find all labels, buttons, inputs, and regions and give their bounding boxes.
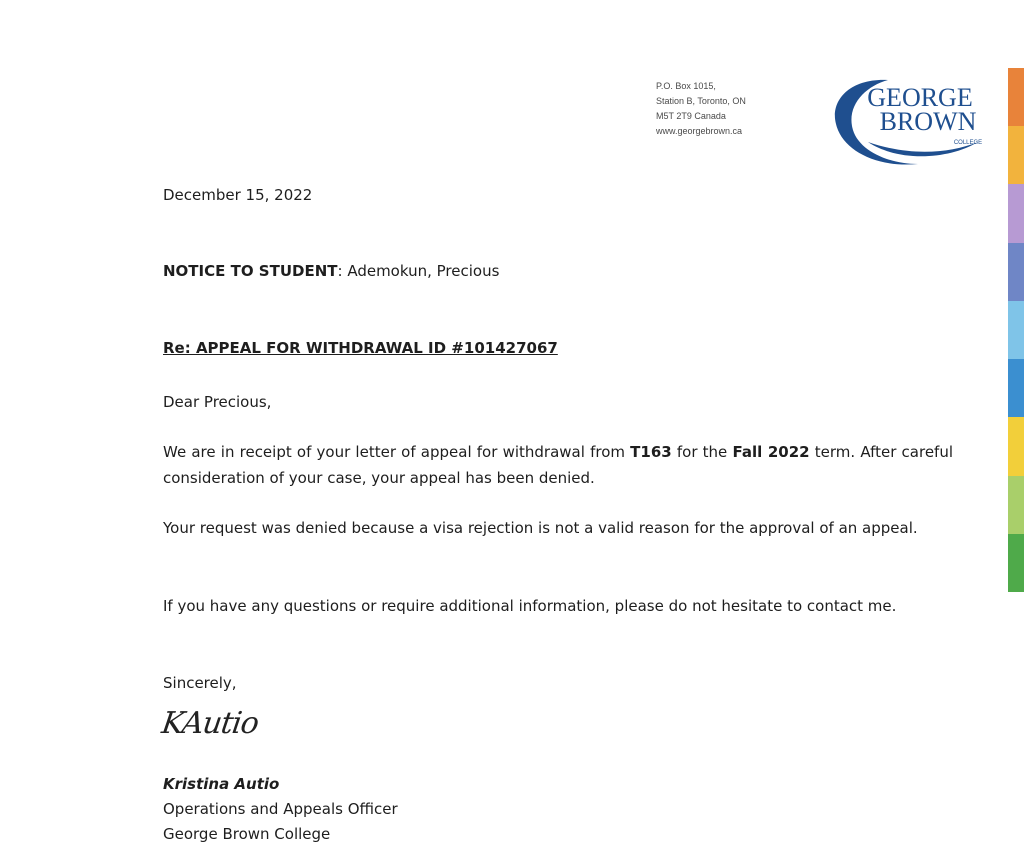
logo-text-george: GEORGE [867,83,973,112]
address-line: Station B, Toronto, ON [656,96,746,106]
salutation: Dear Precious, [163,393,272,411]
color-stripe-segment [1008,68,1024,126]
p1-text: term. After careful consideration of your case, your appeal has been denied. [163,443,954,487]
notice-label: NOTICE TO STUDENT [163,262,338,280]
address-line: P.O. Box 1015, [656,81,716,91]
notice-line [163,262,499,280]
notice-value: : Ademokun, Precious [337,262,500,280]
p1-text: We are in receipt of your letter of appeal for withdrawal from [163,443,631,461]
paragraph-contact: If you have any questions or require additional information, please do not hesitate to contact me. [163,597,897,615]
signer-organization: George Brown College [163,825,331,843]
logo-text-brown: BROWN [879,107,977,136]
george-brown-logo [828,72,988,172]
letter-date: December 15, 2022 [163,186,313,204]
letterhead-address [656,79,746,139]
color-stripe-segment [1008,301,1024,359]
paragraph-decision [163,439,953,491]
signer-title: Operations and Appeals Officer [163,800,398,818]
term-name: Fall 2022 [732,443,810,461]
p1-text: for the [671,443,733,461]
paragraph-reason: Your request was denied because a visa rejection is not a valid reason for the approval of an appeal. [163,519,918,537]
color-stripe-segment [1008,243,1024,301]
handwritten-signature: KAutio [159,706,261,741]
color-stripe-segment [1008,417,1024,475]
program-code: T163 [630,443,672,461]
closing: Sincerely, [163,674,237,692]
logo-text-college: COLLEGE [953,140,983,146]
address-line: www.georgebrown.ca [656,126,743,136]
subject-line: Re: APPEAL FOR WITHDRAWAL ID #101427067 [163,339,558,357]
signer-name: Kristina Autio [163,775,280,793]
color-stripe-segment [1008,359,1024,417]
color-stripe-segment [1008,476,1024,534]
color-stripe-segment [1008,126,1024,184]
side-color-stripe [1008,68,1024,592]
address-line: M5T 2T9 Canada [656,111,726,121]
color-stripe-segment [1008,184,1024,242]
color-stripe-segment [1008,534,1024,592]
